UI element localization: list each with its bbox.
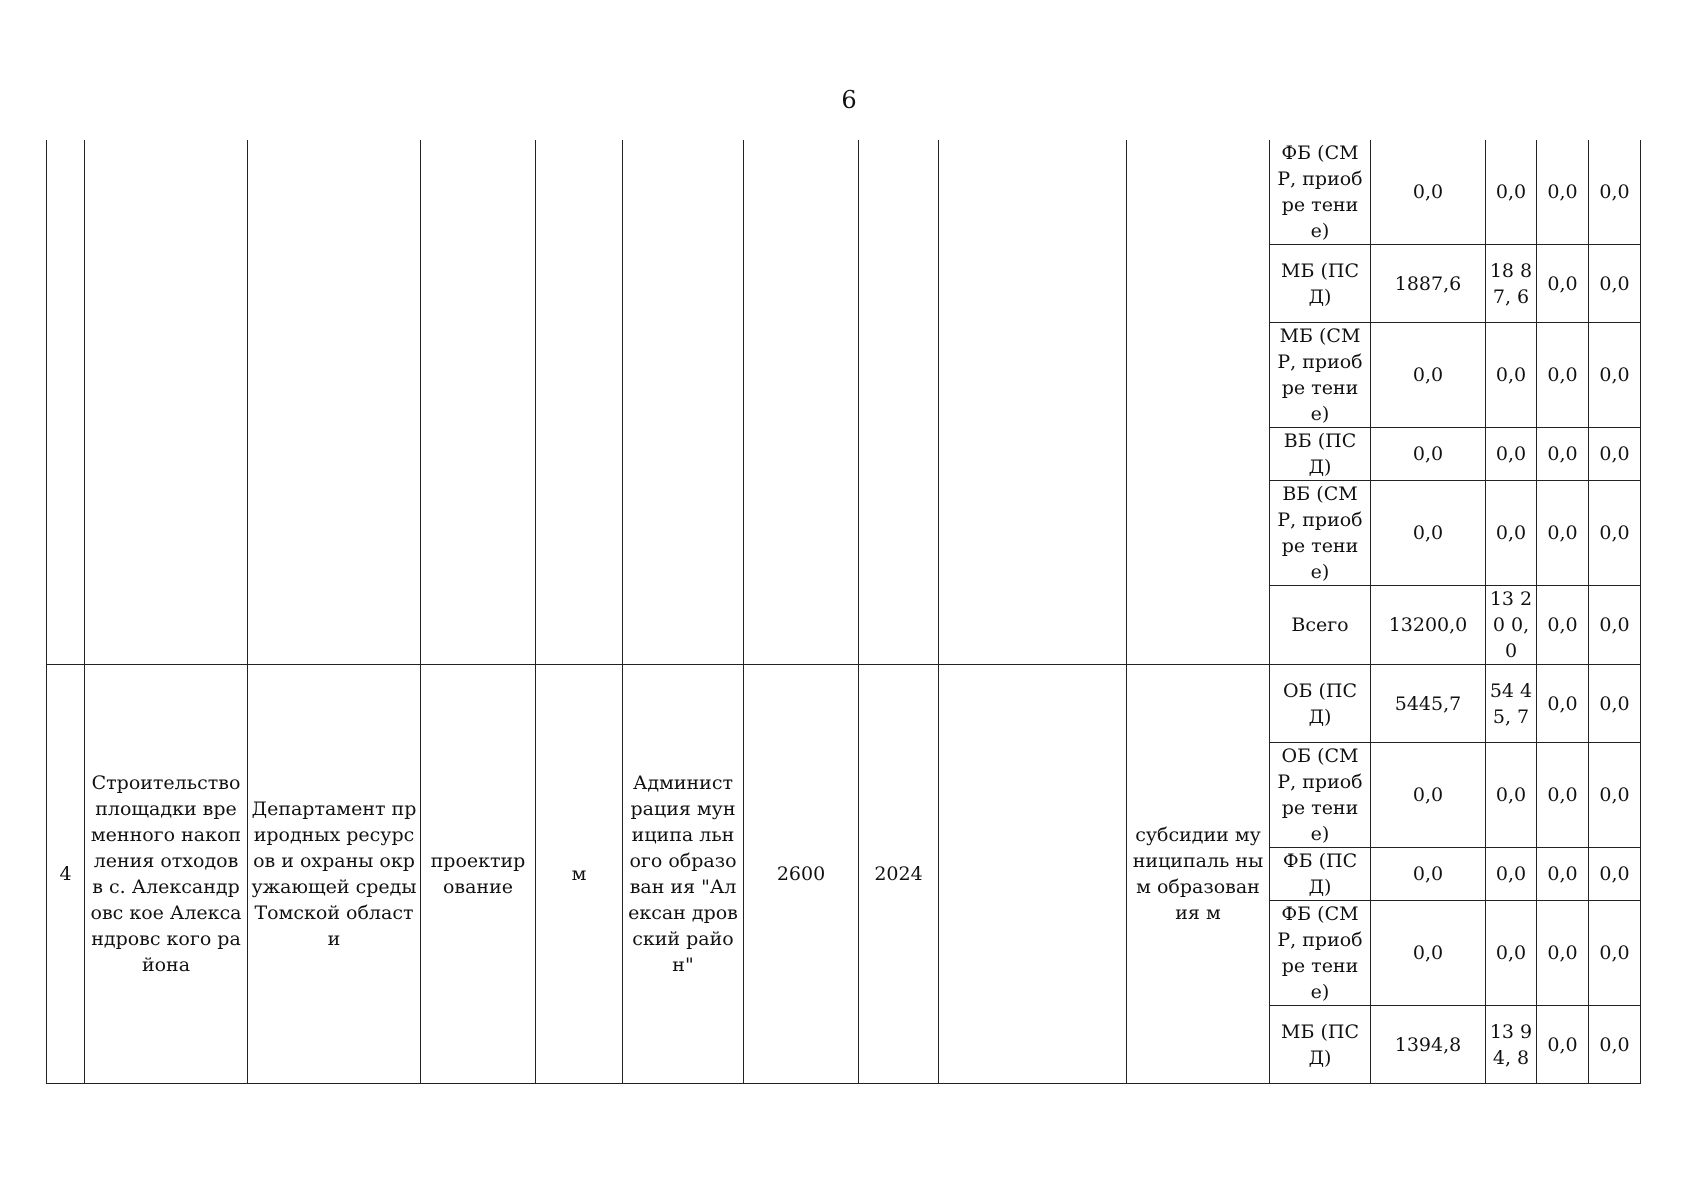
capacity-cell (744, 140, 859, 665)
funding-year1: 0,0 (1486, 428, 1537, 481)
unit-cell: м (536, 665, 623, 1084)
funding-total: 13200,0 (1371, 586, 1486, 665)
mechanism-cell (1127, 140, 1270, 665)
funding-year2: 0,0 (1537, 428, 1589, 481)
funding-source: ОБ (ПСД) (1270, 665, 1371, 743)
item-number-cell (47, 140, 85, 665)
funding-total: 1887,6 (1371, 245, 1486, 323)
funding-year3: 0,0 (1589, 586, 1641, 665)
funding-year3: 0,0 (1589, 428, 1641, 481)
funding-total: 0,0 (1371, 323, 1486, 428)
funding-source: МБ (СМР, приобре тение) (1270, 323, 1371, 428)
table-row (47, 140, 1641, 245)
table-row (47, 665, 1641, 743)
funding-year1: 13 20 0,0 (1486, 586, 1537, 665)
year-cell (859, 140, 939, 665)
funding-year3: 0,0 (1589, 743, 1641, 848)
funding-year3: 0,0 (1589, 1006, 1641, 1084)
funding-year2: 0,0 (1537, 140, 1589, 245)
funding-year3: 0,0 (1589, 665, 1641, 743)
administrator-cell (623, 140, 744, 665)
funding-total: 0,0 (1371, 848, 1486, 901)
funding-total: 1394,8 (1371, 1006, 1486, 1084)
funding-total: 0,0 (1371, 481, 1486, 586)
stage-cell: проектир ование (421, 665, 536, 1084)
customer-cell (248, 140, 421, 665)
funding-year2: 0,0 (1537, 848, 1589, 901)
funding-year2: 0,0 (1537, 323, 1589, 428)
funding-year1: 0,0 (1486, 848, 1537, 901)
funding-source: Всего (1270, 586, 1371, 665)
funding-source: МБ (ПСД) (1270, 245, 1371, 323)
funding-year2: 0,0 (1537, 665, 1589, 743)
funding-year3: 0,0 (1589, 323, 1641, 428)
funding-year1: 13 94, 8 (1486, 1006, 1537, 1084)
funding-source: ВБ (СМР, приобре тение) (1270, 481, 1371, 586)
funding-year2: 0,0 (1537, 743, 1589, 848)
extra-cell (939, 140, 1127, 665)
object-name-cell: Строительство площадки временного накопления отходов в с. Александровс кое Александровс кого района (85, 665, 248, 1084)
funding-year2: 0,0 (1537, 245, 1589, 323)
budget-table (46, 140, 1641, 1084)
funding-year3: 0,0 (1589, 245, 1641, 323)
funding-year2: 0,0 (1537, 901, 1589, 1006)
funding-year1: 18 87, 6 (1486, 245, 1537, 323)
funding-total: 0,0 (1371, 901, 1486, 1006)
funding-year2: 0,0 (1537, 586, 1589, 665)
year-cell: 2024 (859, 665, 939, 1084)
funding-source: МБ (ПСД) (1270, 1006, 1371, 1084)
funding-total: 5445,7 (1371, 665, 1486, 743)
funding-year3: 0,0 (1589, 848, 1641, 901)
funding-year1: 0,0 (1486, 743, 1537, 848)
funding-source: ФБ (СМР, приобре тение) (1270, 140, 1371, 245)
extra-cell (939, 665, 1127, 1084)
funding-year3: 0,0 (1589, 481, 1641, 586)
stage-cell (421, 140, 536, 665)
capacity-cell: 2600 (744, 665, 859, 1084)
funding-year2: 0,0 (1537, 1006, 1589, 1084)
funding-total: 0,0 (1371, 743, 1486, 848)
funding-year1: 0,0 (1486, 140, 1537, 245)
mechanism-cell: субсидии муниципаль ным образования м (1127, 665, 1270, 1084)
funding-total: 0,0 (1371, 428, 1486, 481)
funding-source: ОБ (СМР, приобре тение) (1270, 743, 1371, 848)
item-number-cell: 4 (47, 665, 85, 1084)
funding-year3: 0,0 (1589, 901, 1641, 1006)
unit-cell (536, 140, 623, 665)
funding-year1: 0,0 (1486, 323, 1537, 428)
funding-total: 0,0 (1371, 140, 1486, 245)
funding-year1: 0,0 (1486, 901, 1537, 1006)
administrator-cell: Админист рация муниципа льного образован ия "Алексан дровский район" (623, 665, 744, 1084)
funding-source: ФБ (ПСД) (1270, 848, 1371, 901)
funding-source: ВБ (ПСД) (1270, 428, 1371, 481)
customer-cell: Департамент природных ресурсов и охраны окружающей среды Томской области (248, 665, 421, 1084)
funding-year1: 54 45, 7 (1486, 665, 1537, 743)
funding-year1: 0,0 (1486, 481, 1537, 586)
funding-source: ФБ (СМР, приобре тение) (1270, 901, 1371, 1006)
object-name-cell (85, 140, 248, 665)
funding-year3: 0,0 (1589, 140, 1641, 245)
funding-year2: 0,0 (1537, 481, 1589, 586)
page-number: 6 (841, 86, 857, 114)
